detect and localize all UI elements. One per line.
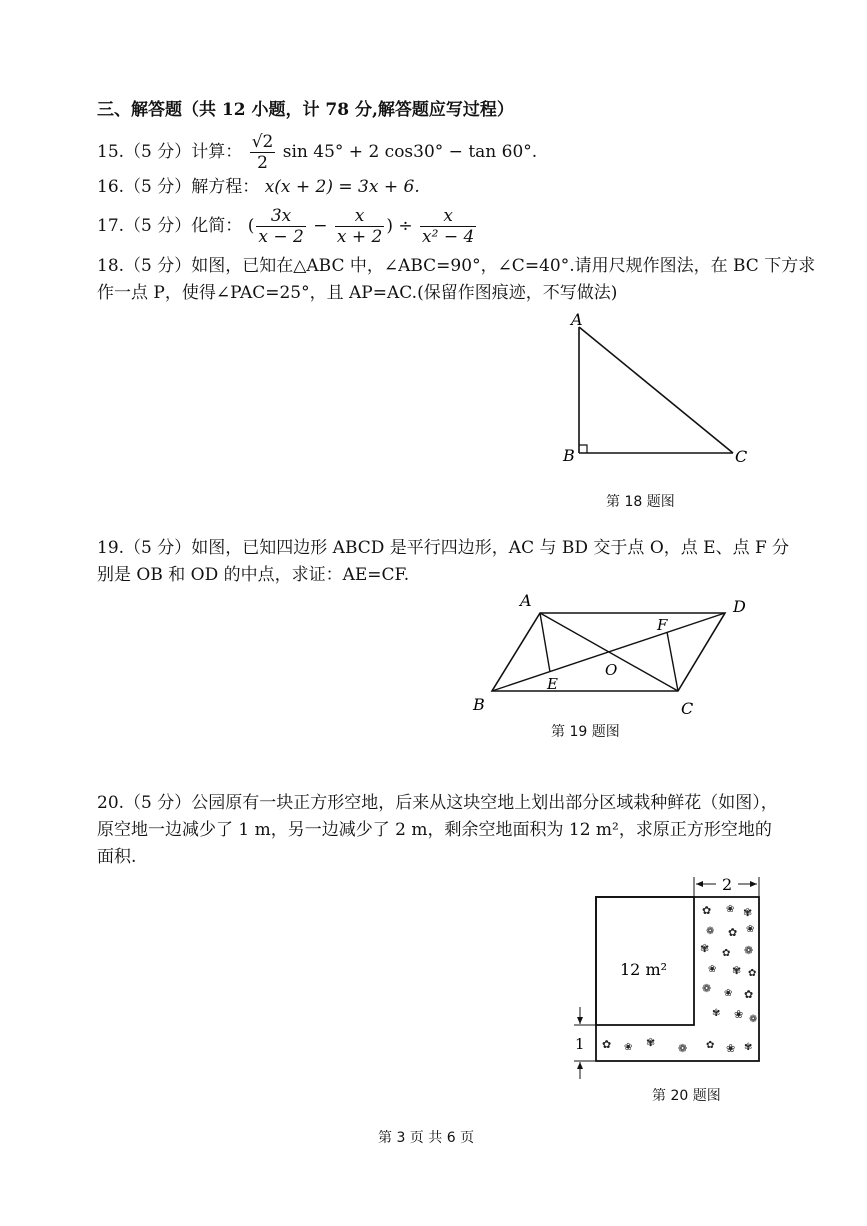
page-footer: 第 3 页 共 6 页	[378, 1130, 475, 1146]
q17-divide: ÷	[398, 216, 413, 236]
svg-text:❀: ❀	[726, 904, 735, 915]
svg-text:❁: ❁	[749, 1014, 758, 1025]
question-18-line-2: 作一点 P，使得∠PAC=25°，且 AP=AC.(保留作图痕迹，不写做法)	[97, 283, 618, 303]
question-15	[97, 128, 537, 176]
svg-text:❀: ❀	[708, 964, 717, 975]
svg-text:❁: ❁	[706, 926, 715, 937]
q16-label: 解方程：	[191, 177, 260, 197]
q18-text-1: 如图，已知在△ABC 中，∠ABC=90°，∠C=40°.请用尺规作图法，在 BC 下方求	[191, 256, 816, 276]
q17-number: 17.	[97, 216, 125, 236]
svg-text:✾: ✾	[700, 942, 710, 955]
q17-fraction-1	[256, 206, 305, 247]
svg-text:✾: ✾	[732, 964, 742, 977]
q20-dim-top-arrow-left	[696, 881, 703, 887]
q17-f1-num: 3x	[256, 206, 305, 227]
q19-caption: 第 19 题图	[551, 724, 620, 740]
q19-label-d: D	[733, 597, 746, 616]
question-20-line-2: 原空地一边减少了 1 m，另一边减少了 2 m，剩余空地面积为 12 m²，求原正方形空地的	[97, 820, 772, 840]
q16-number: 16.	[97, 177, 125, 197]
svg-text:❁: ❁	[744, 944, 754, 957]
q15-expression: sin 45° + 2 cos30° − tan 60°.	[282, 142, 538, 162]
q18-number: 18.	[97, 256, 125, 276]
svg-text:❁: ❁	[702, 982, 712, 995]
question-19-line-2: 别是 OB 和 OD 的中点，求证：AE=CF.	[97, 565, 410, 585]
q17-f3-num: x	[420, 206, 476, 227]
question-18-line-1	[97, 254, 815, 278]
q19-label-a: A	[520, 591, 532, 610]
q17-f2-den: x + 2	[336, 227, 383, 247]
q17-minus: −	[313, 216, 328, 236]
svg-text:✾: ✾	[646, 1036, 656, 1049]
q15-label: 计算：	[191, 142, 243, 162]
svg-text:✿: ✿	[602, 1038, 612, 1051]
q20-dim-left-arrow-top	[577, 1017, 583, 1024]
svg-text:✿: ✿	[702, 904, 712, 917]
q20-number: 20.	[97, 793, 125, 813]
q17-f2-num: x	[335, 206, 384, 227]
q15-frac-den: 2	[257, 153, 268, 173]
q20-caption: 第 20 题图	[652, 1088, 721, 1104]
q17-f1-den: x − 2	[258, 227, 304, 247]
q19-label-b: B	[473, 695, 485, 714]
q17-f3-den: x² − 4	[422, 227, 475, 247]
question-17	[97, 202, 478, 250]
q15-frac-num: √2	[251, 132, 274, 152]
q17-close-paren: )	[386, 216, 393, 236]
q19-score: （5 分）	[124, 538, 192, 558]
q19-text-1: 如图，已知四边形 ABCD 是平行四边形，AC 与 BD 交于点 O，点 E、点 F 分	[191, 538, 790, 558]
svg-text:❁: ❁	[678, 1042, 688, 1055]
q19-number: 19.	[97, 538, 125, 558]
q19-label-e: E	[547, 675, 558, 693]
q19-label-o: O	[605, 661, 618, 679]
svg-text:✿: ✿	[748, 968, 757, 979]
q18-caption: 第 18 题图	[606, 494, 675, 510]
q19-parallelogram-figure	[465, 588, 765, 718]
question-19-line-1	[97, 536, 789, 560]
question-16	[97, 175, 420, 199]
q16-expression: x(x + 2) = 3x + 6.	[264, 177, 420, 197]
q18-label-a: A	[571, 310, 583, 329]
q20-dim-left-label: 1	[575, 1035, 585, 1053]
q15-fraction	[250, 132, 276, 173]
svg-text:✿: ✿	[728, 926, 738, 939]
q18-side-ac	[579, 327, 733, 453]
q20-area-label: 12 m²	[620, 960, 668, 979]
q20-flower-pattern	[602, 904, 757, 1055]
q18-score: （5 分）	[124, 256, 192, 276]
q20-dim-top-label: 2	[722, 875, 733, 894]
q20-dim-top-arrow-right	[750, 881, 757, 887]
q19-segment-cf	[667, 632, 678, 691]
question-20-line-1	[97, 791, 778, 815]
svg-text:✾: ✾	[744, 1042, 753, 1053]
q20-score: （5 分）	[124, 793, 192, 813]
svg-text:❀: ❀	[624, 1042, 633, 1053]
q17-fraction-3	[420, 206, 476, 247]
svg-text:✾: ✾	[712, 1008, 721, 1019]
q20-garden-figure	[566, 872, 766, 1087]
svg-text:✿: ✿	[706, 1040, 715, 1051]
q15-number: 15.	[97, 142, 125, 162]
q17-fraction-2	[335, 206, 384, 247]
q19-diagonal-bd	[492, 613, 725, 691]
q17-open-paren: (	[247, 216, 255, 236]
q17-score: （5 分）	[124, 216, 192, 236]
q17-label: 化简：	[191, 216, 243, 236]
q15-score: （5 分）	[124, 142, 192, 162]
q18-right-angle-mark	[579, 445, 587, 453]
q18-triangle-figure	[555, 305, 775, 475]
svg-text:✾: ✾	[743, 906, 753, 919]
svg-text:❀: ❀	[734, 1008, 744, 1021]
q20-dim-left-arrow-bottom	[577, 1062, 583, 1069]
q18-label-b: B	[563, 446, 575, 465]
svg-text:❀: ❀	[746, 924, 755, 935]
q20-text-1: 公园原有一块正方形空地，后来从这块空地上划出部分区域栽种鲜花（如图），	[191, 793, 778, 813]
svg-text:✿: ✿	[722, 948, 731, 959]
q16-score: （5 分）	[124, 177, 192, 197]
svg-text:✿: ✿	[744, 988, 754, 1001]
q19-label-f: F	[657, 616, 668, 634]
svg-text:❀: ❀	[726, 1042, 736, 1055]
q19-label-c: C	[681, 699, 694, 718]
question-20-line-3: 面积.	[97, 847, 137, 867]
q18-label-c: C	[735, 447, 748, 466]
q20-outer-square	[596, 897, 759, 1061]
q19-segment-ae	[540, 613, 550, 672]
svg-text:❀: ❀	[724, 988, 733, 999]
section-title: 三、解答题（共 12 小题，计 78 分,解答题应写过程）	[97, 100, 514, 120]
